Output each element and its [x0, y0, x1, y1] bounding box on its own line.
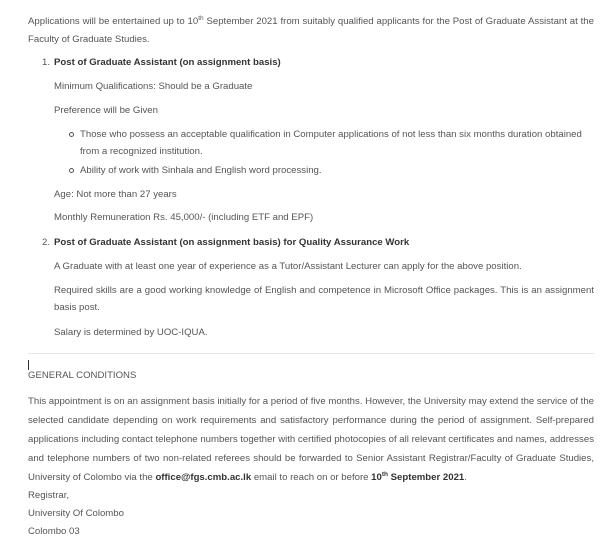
intro-paragraph	[28, 13, 594, 49]
bullet-text: Ability of work with Sinhala and English word processing.	[80, 165, 322, 176]
general-conditions-text-2: email to reach on or before	[251, 472, 372, 483]
post-2-salary: Salary is determined by UOC-IQUA.	[54, 327, 208, 338]
post-2-skills: Required skills are a good working knowledge of English and competence in Microsoft Office packages. This is an assignment basis post.	[54, 285, 594, 313]
post-1-number: 1.	[42, 57, 51, 68]
bullet-text: Those who possess an acceptable qualification in Computer applications of not less than six months duration obtained from a recognized institution.	[80, 129, 582, 157]
text-cursor	[28, 360, 29, 370]
general-conditions-heading: GENERAL CONDITIONS	[28, 370, 137, 381]
deadline-day: 10	[371, 472, 382, 483]
deadline-date	[371, 472, 464, 483]
intro-text-end: September 2021 from suitably qualified applicants for the Post of Graduate Assistant at the Faculty of Graduate Studies.	[28, 16, 594, 45]
post-1-remuneration: Monthly Remuneration Rs. 45,000/- (including ETF and EPF)	[54, 212, 314, 223]
signature-city: Colombo 03	[28, 526, 80, 537]
post-1-min-qualifications: Minimum Qualifications: Should be a Graduate	[54, 81, 253, 92]
deadline-suffix: th	[381, 470, 388, 478]
post-2-heading	[42, 236, 409, 250]
email-address: office@fgs.cmb.ac.lk	[155, 472, 252, 483]
general-conditions-text: This appointment is on an assignment basis initially for a period of five months. However, the University may extend the service of the selected candidate depending on work requirements and satisfactory performance during the period of assignment. Self-prepared applications including contact telephone numbers together with certified photocopies of all relevant certificates and names, addresses and telephone numbers of two non-related referees should be forwarded to Senior Assistant Registrar/Faculty of Graduate Studies, University of Colombo via the	[28, 396, 594, 483]
post-2-eligibility: A Graduate with at least one year of experience as a Tutor/Assistant Lecturer can apply for the above position.	[54, 261, 522, 272]
sentence-end: .	[464, 472, 467, 483]
post-1-title: Post of Graduate Assistant (on assignment basis)	[54, 57, 281, 68]
signature-institution: University Of Colombo	[28, 508, 124, 519]
post-1-preference-label: Preference will be Given	[54, 105, 158, 116]
post-1-heading	[42, 56, 281, 70]
post-2-title: Post of Graduate Assistant (on assignment basis) for Quality Assurance Work	[54, 237, 410, 248]
bullet-circle-icon	[69, 168, 74, 173]
post-1-age: Age: Not more than 27 years	[54, 189, 177, 200]
intro-date-suffix: th	[198, 14, 204, 22]
general-conditions-paragraph	[28, 392, 594, 487]
deadline-month-year: September 2021	[387, 472, 465, 483]
post-1-bullet-1	[80, 126, 594, 160]
bullet-circle-icon	[69, 132, 74, 137]
signature-title: Registrar,	[28, 490, 70, 501]
section-divider	[28, 353, 594, 354]
post-2-number: 2.	[42, 237, 51, 248]
intro-text-start: Applications will be entertained up to 10	[28, 16, 199, 27]
post-1-bullet-2	[80, 162, 594, 179]
